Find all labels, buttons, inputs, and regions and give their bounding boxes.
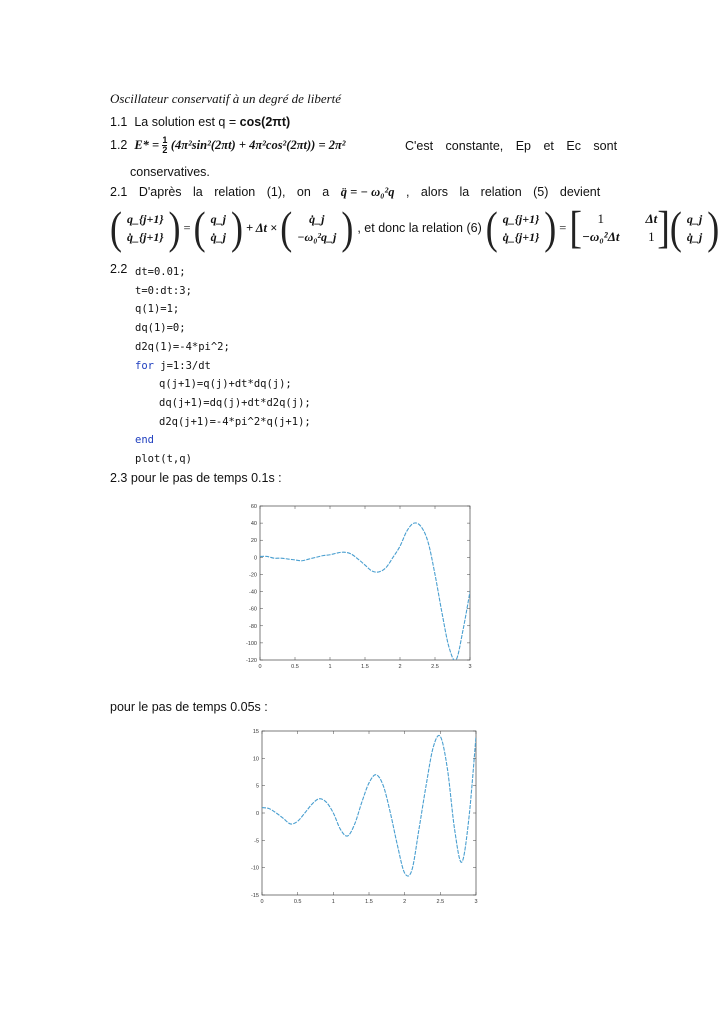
cell: 1 <box>597 211 604 226</box>
code-line: d2q(1)=-4*pi^2; <box>135 340 230 353</box>
y-tick-label: 15 <box>252 729 259 735</box>
section-text: D'après la relation (1), on a <box>138 185 330 199</box>
keyword-for: for <box>135 359 154 372</box>
y-tick-label: -15 <box>251 893 259 899</box>
vector-d: ( q̇_j −ω₀²q_j ) <box>280 203 354 253</box>
vector-q: ( q_j q̇_j ) <box>193 203 243 253</box>
cell: q_{j+1} <box>127 212 164 226</box>
cell: q̇_{j+1} <box>127 230 164 244</box>
section-text-b: , alors la relation (5) devient <box>405 185 601 199</box>
y-tick-label: 0 <box>253 555 257 562</box>
section-2-1 <box>110 185 600 200</box>
cell: −ω₀²Δt <box>581 229 620 244</box>
x-tick-label: 2 <box>398 664 402 670</box>
vector-lhs-2: ( q_{j+1} q̇_{j+1} ) <box>485 203 557 253</box>
y-tick-label: -10 <box>251 865 259 872</box>
section-text-2-4: pour le pas de temps 0.05s : <box>110 700 268 714</box>
formula-lhs: E* = <box>134 137 163 152</box>
y-tick-label: 60 <box>250 504 257 510</box>
chart-dt-0-1 <box>236 500 472 672</box>
code-line: q(1)=1; <box>135 303 180 316</box>
y-tick-label: 10 <box>252 756 259 763</box>
matrix: [ 1 Δt −ω₀²Δt 1 ] <box>569 202 670 254</box>
x-tick-label: 0 <box>258 664 262 670</box>
y-tick-label: -40 <box>249 589 257 596</box>
code-line: plot(t,q) <box>135 453 192 466</box>
cell: q̇_j <box>210 230 226 244</box>
y-tick-label: -5 <box>254 838 259 845</box>
cell: q̇_{j+1} <box>502 230 540 244</box>
cell: q_{j+1} <box>502 212 540 226</box>
keyword-end: end <box>135 434 154 447</box>
code-line: dt=0.01; <box>135 266 186 278</box>
y-tick-label: -60 <box>249 606 257 613</box>
cell: q̇_j <box>309 212 325 226</box>
formula-body: (4π²sin²(2πt) + 4π²cos²(2πt)) = 2π² <box>170 137 346 152</box>
vector-q-2: ( q_j q̇_j ) <box>669 203 720 253</box>
cell: q_j <box>210 212 226 226</box>
chart-svg <box>236 500 472 672</box>
equation-row: ( q_{j+1} q̇_{j+1} ) = ( q_j q̇_j ) + Δt × ( q̇_j −ω₀²q_j ) , et donc la relation (6) ( q_{j+1} q̇_{j+1} ) = [ 1 Δt −ω₀²Δt 1 ] ( q_j q̇_j ) <box>110 202 720 254</box>
x-tick-label: 1 <box>328 664 332 670</box>
x-tick-label: 1.5 <box>361 664 369 670</box>
y-tick-label: -100 <box>245 640 257 647</box>
chart-dt-0-05 <box>240 725 478 907</box>
y-tick-label: -120 <box>245 658 257 664</box>
cell: −ω₀²q_j <box>297 230 337 244</box>
cell: q̇_j <box>686 230 703 244</box>
cell: Δt <box>645 211 658 226</box>
y-tick-label: -20 <box>249 572 257 579</box>
formula: q̈ = − ω₀²q <box>340 185 395 199</box>
code-line: dq(1)=0; <box>135 322 186 335</box>
fraction <box>162 136 167 155</box>
code-line: q(j+1)=q(j)+dt*dq(j); <box>159 378 292 391</box>
section-number: 2.1 <box>110 185 128 199</box>
code-line: d2q(j+1)=-4*pi^2*q(j+1); <box>159 415 311 428</box>
x-tick-label: 0.5 <box>291 664 299 670</box>
formula: cos(2πt) <box>239 115 291 129</box>
plus-dt: + Δt × <box>245 220 278 235</box>
x-tick-label: 2.5 <box>436 899 445 905</box>
section-number: 1.2 <box>110 137 128 152</box>
section-number: 2.3 <box>110 471 128 485</box>
x-tick-label: 1.5 <box>365 899 373 905</box>
section-2-3 <box>110 471 282 485</box>
page-title: Oscillateur conservatif à un degré de liberté <box>110 91 342 106</box>
x-tick-label: 2.5 <box>431 664 439 670</box>
plot-frame <box>260 506 470 660</box>
section-text: La solution est q = <box>134 115 240 129</box>
code-block <box>135 263 311 469</box>
code-line: dq(j+1)=dq(j)+dt*d2q(j); <box>159 396 311 409</box>
vector-lhs: ( q_{j+1} q̇_{j+1} ) <box>110 203 181 253</box>
y-tick-label: 5 <box>255 783 259 790</box>
plot-frame <box>262 731 476 895</box>
x-tick-label: 3 <box>468 664 472 670</box>
section-1-1 <box>110 115 290 129</box>
section-1-2 <box>110 136 346 155</box>
mid-text: , et donc la relation (6) <box>357 221 482 235</box>
code-text: j=1:3/dt <box>153 359 211 372</box>
chart-svg <box>240 725 478 907</box>
code-line-for <box>135 357 311 376</box>
x-tick-label: 0 <box>260 899 264 905</box>
x-tick-label: 3 <box>474 899 478 905</box>
section-text: pour le pas de temps 0.1s : <box>130 471 282 485</box>
x-tick-label: 1 <box>331 899 335 905</box>
code-line: t=0:dt:3; <box>135 284 192 297</box>
y-tick-label: 40 <box>250 521 257 528</box>
section-text-2: conservatives. <box>130 165 210 179</box>
y-tick-label: 0 <box>255 811 259 817</box>
x-tick-label: 2 <box>403 899 407 905</box>
x-tick-label: 0.5 <box>293 899 302 905</box>
fraction-den: 2 <box>162 145 168 155</box>
section-number: 2.2 <box>110 262 128 276</box>
cell: 1 <box>648 229 655 244</box>
section-number: 1.1 <box>110 115 128 129</box>
section-text: C'est constante, Ep et Ec sont <box>405 139 618 153</box>
y-tick-label: -80 <box>249 623 257 630</box>
fraction-num: 1 <box>162 135 168 145</box>
y-tick-label: 20 <box>250 538 257 545</box>
cell: q_j <box>686 212 703 226</box>
